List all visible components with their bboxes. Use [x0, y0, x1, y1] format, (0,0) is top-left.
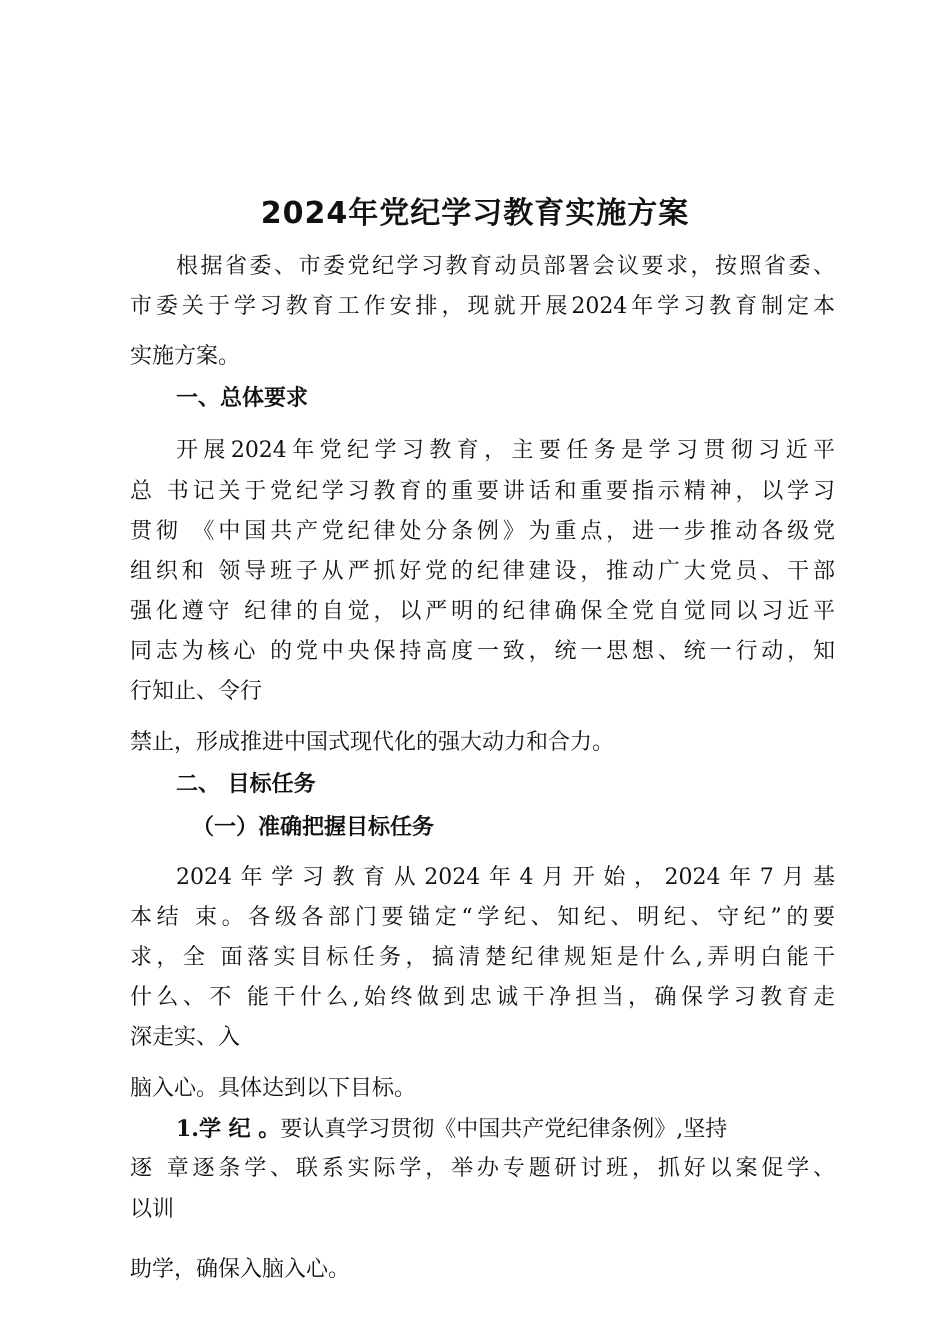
item1-line-1: [176, 1113, 835, 1146]
sub1-line-2: 本结 束。各级各部门要锚定“学纪、知纪、明纪、守纪”的要: [130, 905, 835, 930]
section-heading-1: 一、总体要求: [176, 386, 309, 411]
subsection-heading-1: （一）准确把握目标任务: [192, 815, 435, 840]
intro-line-3: 实施方案。: [130, 344, 241, 369]
sub1-line-3: 求，全 面落实目标任务，搞清楚纪律规矩是什么,弄明白能干: [130, 945, 835, 970]
section1-line-4: 组织和 领导班子从严抓好党的纪律建设，推动广大党员、干部: [130, 559, 835, 584]
sub1-line-6: 脑入心。具体达到以下目标。: [130, 1076, 417, 1101]
sub1-line-1: 2024年学习教育从2024年4月开始，2024年7月基: [176, 865, 835, 890]
section1-line-8: 禁止，形成推进中国式现代化的强大动力和合力。: [130, 730, 615, 755]
section1-line-2: 总 书记关于党纪学习教育的重要讲话和重要指示精神，以学习: [130, 479, 835, 504]
item1-line-4: 助学，确保入脑入心。: [130, 1257, 351, 1282]
item1-line-1-text: 要认真学习贯彻《中国共产党纪律条例》,坚持: [280, 1117, 728, 1142]
section-heading-2: 二、 目标任务: [176, 772, 316, 797]
item1-line-3: 以训: [130, 1197, 175, 1222]
section1-line-1: 开展2024年党纪学习教育，主要任务是学习贯彻习近平: [176, 438, 835, 463]
sub1-line-5: 深走实、入: [130, 1025, 241, 1050]
sub1-line-4: 什么、不 能干什么,始终做到忠诚干净担当，确保学习教育走: [130, 985, 835, 1010]
section1-line-3: 贯彻 《中国共产党纪律处分条例》为重点，进一步推动各级党: [130, 519, 835, 544]
item1-label: 1.学 纪 。: [176, 1116, 281, 1142]
section1-line-5: 强化遵守 纪律的自觉，以严明的纪律确保全党自觉同以习近平: [130, 599, 835, 624]
item1-line-2: 逐 章逐条学、联系实际学，举办专题研讨班，抓好以案促学、: [130, 1156, 835, 1181]
intro-line-2: 市委关于学习教育工作安排，现就开展2024年学习教育制定本: [130, 294, 835, 319]
intro-line-1: 根据省委、市委党纪学习教育动员部署会议要求，按照省委、: [176, 254, 835, 279]
document-title: 2024年党纪学习教育实施方案: [260, 196, 690, 231]
section1-line-6: 同志为核心 的党中央保持高度一致，统一思想、统一行动，知: [130, 639, 835, 664]
section1-line-7: 行知止、令行: [130, 679, 263, 704]
